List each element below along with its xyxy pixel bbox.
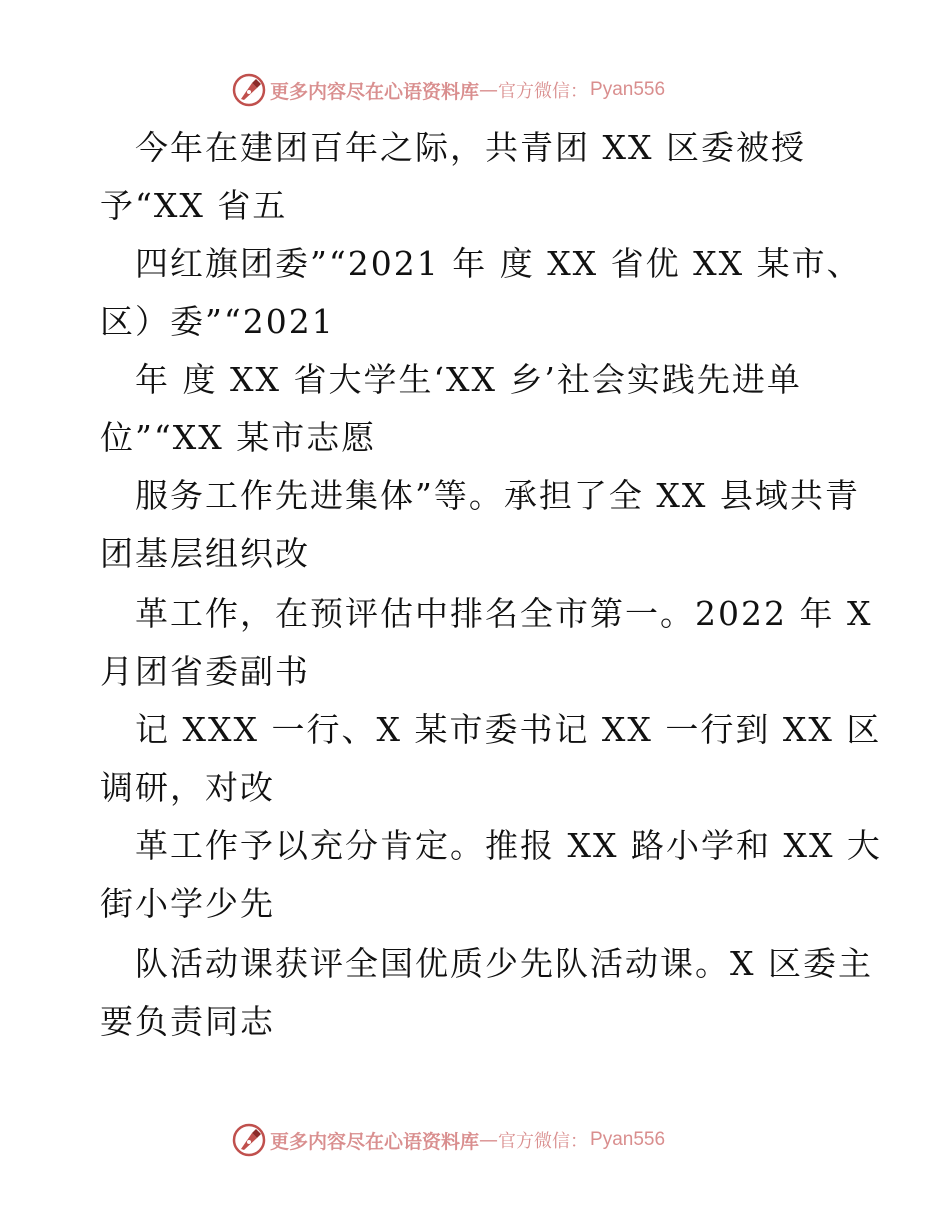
watermark-dash: — (479, 1129, 499, 1151)
paragraph-line: 记 XXX 一行、X 某市委书记 XX 一行到 XX 区 (135, 710, 882, 749)
pen-nib-logo-icon (232, 1123, 266, 1157)
paragraph-line: 团基层组织改 (100, 534, 310, 573)
footer-watermark (232, 1120, 665, 1160)
pen-nib-logo-icon (232, 73, 266, 107)
paragraph-line: 革工作，在预评估中排名全市第一。2022 年 X (135, 594, 873, 633)
watermark-wechat-id: Pyan556 (590, 79, 666, 100)
paragraph-line: 队活动课获评全国优质少先队活动课。X 区委主 (135, 944, 873, 983)
watermark-main-text: 更多内容尽在心语资料库 (270, 80, 480, 103)
watermark-wechat-label: 官方微信： (498, 1131, 589, 1152)
watermark-wechat-label: 官方微信： (498, 81, 589, 102)
paragraph-line: 年 度 XX 省大学生‘XX 乡’社会实践先进单 (135, 360, 802, 399)
paragraph-line: 调研，对改 (100, 768, 275, 807)
paragraph-line: 位”“XX 某市志愿 (100, 418, 377, 457)
paragraph-line: 区）委”“2021 (100, 302, 335, 341)
watermark-dash: — (479, 79, 499, 101)
paragraph-line: 要负责同志 (100, 1002, 275, 1041)
watermark-wechat-id: Pyan556 (590, 1129, 666, 1150)
header-watermark (232, 70, 665, 110)
paragraph-line: 四红旗团委”“2021 年 度 XX 省优 XX 某市、 (135, 244, 862, 283)
paragraph-line: 街小学少先 (100, 884, 275, 923)
paragraph-line: 服务工作先进集体”等。承担了全 XX 县域共青 (135, 476, 860, 515)
paragraph-line: 今年在建团百年之际，共青团 XX 区委被授 (135, 128, 806, 167)
paragraph-line: 月团省委副书 (100, 652, 310, 691)
paragraph-line: 革工作予以充分肯定。推报 XX 路小学和 XX 大 (135, 826, 882, 865)
watermark-main-text: 更多内容尽在心语资料库 (270, 1130, 480, 1153)
paragraph-line: 予“XX 省五 (100, 186, 288, 225)
